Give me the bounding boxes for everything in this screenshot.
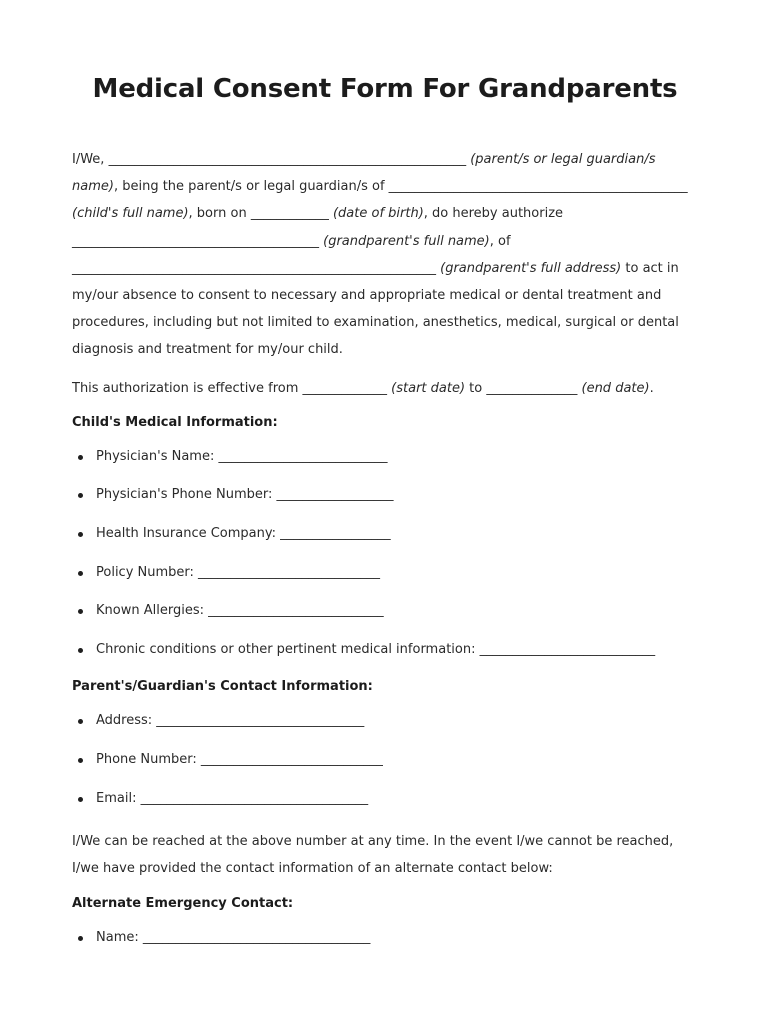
physician-name-field[interactable] xyxy=(72,448,698,466)
child-name-hint: (child's full name) xyxy=(72,206,189,222)
bullet-icon xyxy=(78,758,83,763)
consent-body-text: to act in my/our absence to consent to necessary and appropriate medical or dental treatment and procedures, including but not limited to examination, anesthetics, medical, surgical or dental diagnosis and treatment for my/our child. xyxy=(72,260,679,358)
effective-to-text: to xyxy=(465,380,487,396)
child-medical-heading: Child's Medical Information: xyxy=(72,414,278,430)
phone-number-field[interactable] xyxy=(72,751,698,769)
list-item-text: Address: ________________________________ xyxy=(96,713,365,729)
bullet-icon xyxy=(78,648,83,653)
consent-paragraph xyxy=(72,146,698,364)
grandparent-name-blank[interactable]: ______________________________________ xyxy=(72,233,319,249)
chronic-conditions-field[interactable] xyxy=(72,641,698,659)
end-date-hint: (end date) xyxy=(581,380,650,396)
email-field[interactable] xyxy=(72,790,698,808)
bullet-icon xyxy=(78,797,83,802)
page-title: Medical Consent Form For Grandparents xyxy=(92,74,678,104)
bullet-icon xyxy=(78,532,83,537)
list-item-text: Health Insurance Company: _________________ xyxy=(96,526,391,542)
bullet-icon xyxy=(78,719,83,724)
dob-blank[interactable]: ____________ xyxy=(250,206,329,222)
effective-suffix: . xyxy=(649,380,654,396)
list-item-text: Name: ___________________________________ xyxy=(96,929,371,945)
list-item-text: Known Allergies: ___________________________ xyxy=(96,603,384,619)
list-item-text: Chronic conditions or other pertinent medical information: ___________________________ xyxy=(96,641,656,657)
intro-guardian-text: , being the parent/s or legal guardian/s of xyxy=(113,179,385,195)
intro-prefix: I/We, xyxy=(72,152,109,167)
bullet-icon xyxy=(78,493,83,498)
list-item-text: Policy Number: ____________________________ xyxy=(96,564,381,580)
address-field[interactable] xyxy=(72,712,698,730)
bullet-icon xyxy=(78,609,83,614)
start-date-hint: (start date) xyxy=(391,380,466,396)
guardian-contact-list xyxy=(72,712,698,807)
alternate-contact-list xyxy=(72,929,698,947)
bullet-icon xyxy=(78,571,83,576)
born-on-text: , born on xyxy=(188,206,251,222)
grandparent-address-blank[interactable]: ________________________________________________________ xyxy=(72,260,436,276)
start-date-blank[interactable]: _____________ xyxy=(302,380,388,396)
grandparent-address-hint: (grandparent's full address) xyxy=(440,260,622,276)
alternate-contact-heading: Alternate Emergency Contact: xyxy=(72,895,294,911)
grandparent-name-hint: (grandparent's full name) xyxy=(323,233,490,249)
list-item-text: Physician's Phone Number: __________________ xyxy=(96,487,394,503)
alternate-name-field[interactable] xyxy=(72,929,698,947)
effective-dates-paragraph xyxy=(72,375,698,402)
dob-hint: (date of birth) xyxy=(332,206,424,222)
authorize-text: , do hereby authorize xyxy=(423,206,564,222)
guardian-contact-heading: Parent's/Guardian's Contact Information: xyxy=(72,679,373,695)
effective-prefix: This authorization is effective from xyxy=(72,380,303,396)
child-medical-list xyxy=(72,448,698,659)
list-item-text: Email: ___________________________________ xyxy=(96,790,369,806)
known-allergies-field[interactable] xyxy=(72,602,698,620)
child-name-blank[interactable]: ______________________________________________ xyxy=(388,179,688,195)
policy-number-field[interactable] xyxy=(72,564,698,582)
reach-paragraph: I/We can be reached at the above number at any time. In the event I/we cannot be reached, I/we have provided the contact information of an alternate contact below: xyxy=(72,834,674,877)
parent-name-blank[interactable]: _______________________________________________________ xyxy=(108,152,467,167)
physician-phone-field[interactable] xyxy=(72,486,698,504)
bullet-icon xyxy=(78,455,83,460)
list-item-text: Phone Number: ____________________________ xyxy=(96,751,383,767)
parent-name-hint: (parent/s or legal guardian/s name) xyxy=(72,152,656,195)
end-date-blank[interactable]: ______________ xyxy=(486,380,578,396)
of-text: , of xyxy=(489,233,511,249)
list-item-text: Physician's Name: __________________________ xyxy=(96,448,388,464)
bullet-icon xyxy=(78,936,83,941)
insurance-company-field[interactable] xyxy=(72,525,698,543)
